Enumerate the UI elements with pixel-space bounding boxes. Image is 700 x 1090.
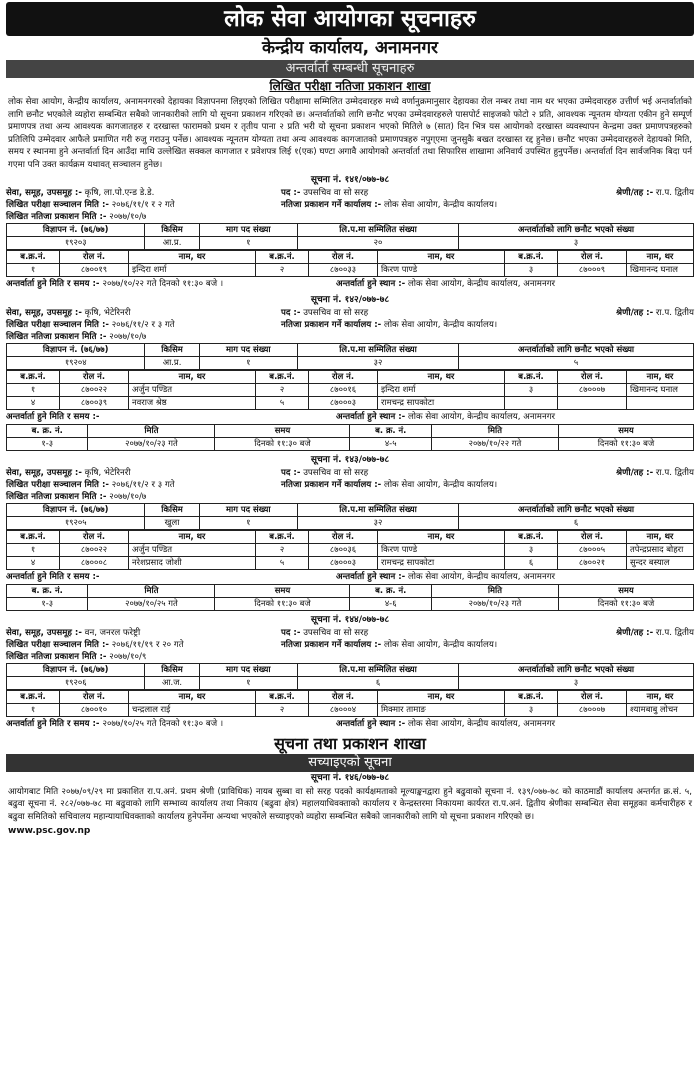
level-label: श्रेणी/तह :- [616, 187, 654, 198]
sn-header: ब.क्र.नं. [7, 690, 60, 703]
roll-header: रोल नं. [309, 690, 378, 703]
type-cell: आ.प्र. [145, 236, 199, 249]
result-office-value: लोक सेवा आयोग, केन्द्रीय कार्यालय। [384, 319, 498, 330]
table-row [7, 356, 694, 369]
name-cell [627, 396, 694, 409]
appeared-cell: ६ [297, 676, 458, 689]
interview-place-label: अन्तर्वार्ता हुने स्थान :- [336, 718, 406, 729]
group-sn-header: ब. क्र. नं. [7, 424, 88, 437]
roll-header: रोल नं. [60, 370, 129, 383]
adv-no-header: विज्ञापन नं. (७६/७७) [7, 223, 145, 236]
correction-paragraph: आयोगबाट मिति २०७७/०९/२९ मा प्रकाशित रा.प.अनं. प्रथम श्रेणी (प्राविधिक) नायब सुब्बा वा सो सरह पदको कार्यक्षमताको मूल्याङ्कनद्वारा हुने बढुवाको सूचना नं. १३९/०७७-७८ को काठमाडौं कार्यालय अन्तर्गत क्र.सं. ५, बढुवा सूचना नं. २८२/०७७-७८ मा बढुवाको लागि सम्भाव्य कार्यालय तथा निकाय (बढुवा क्षेत्र) महालयाधिवक्ताको कार्यालय र केन्द्रस्तरमा निकायमा कार्यरत रा.प.अनं. द्वितीय श्रेणीका सम्बन्धित सेवा समूहका कर्मचारीहरु र बढुवा समितिको सचिवालय महान्यायाधिवक्ताको कार्यालय हुनेपर्नेमा अन्यथा भएकोले सच्याइएको व्यहोरा सम्बन्धित सबैको जानकारीको लागि यो सूचना प्रकाशन गरिएको छ। [8, 786, 692, 822]
name-header: नाम, थर [378, 690, 505, 703]
notice-block [6, 614, 694, 734]
date-cell: २०७७/१०/२३ गते [431, 597, 558, 610]
appeared-header: लि.प.मा सम्मिलित संख्या [297, 343, 458, 356]
name-cell: नवराज श्रेष्ठ [129, 396, 256, 409]
selected-cell: ३ [459, 236, 694, 249]
exam-date-label: लिखित परीक्षा सञ्चालन मिति :- [6, 319, 109, 330]
name-header: नाम, थर [627, 690, 694, 703]
name-header: नाम, थर [378, 250, 505, 263]
interview-place-value: लोक सेवा आयोग, केन्द्रीय कार्यालय, अनामनगर [407, 571, 556, 582]
adv-no-cell: १९२०४ [7, 356, 145, 369]
roll-header: रोल नं. [558, 250, 627, 263]
advertisement-table [6, 223, 694, 250]
roll-cell: ८७०००३ [309, 396, 378, 409]
candidates-table [6, 530, 694, 570]
roll-header: रोल नं. [309, 530, 378, 543]
result-date-label: लिखित नतिजा प्रकाशन मिति :- [6, 491, 107, 502]
sn-cell: ४ [7, 556, 60, 569]
service-label: सेवा, समूह, उपसमूह :- [6, 307, 82, 318]
roll-cell: ८७०००७ [558, 703, 627, 716]
demand-header: माग पद संख्या [199, 663, 297, 676]
time-header: समय [558, 424, 693, 437]
advertisement-table [6, 343, 694, 370]
roll-cell: ८७००१० [60, 703, 129, 716]
date-header: मिति [88, 424, 215, 437]
post-label: पद :- [281, 467, 301, 478]
appeared-cell: ३२ [297, 516, 458, 529]
name-header: नाम, थर [627, 530, 694, 543]
section-heading: लिखित परीक्षा नतिजा प्रकाशन शाखा [269, 79, 431, 93]
date-cell: २०७७/१०/२५ गते [88, 597, 215, 610]
sn-header: ब.क्र.नं. [256, 690, 309, 703]
time-cell: दिनको ११:३० बजे [215, 437, 350, 450]
sn-header: ब.क्र.नं. [7, 250, 60, 263]
sn-cell: १ [7, 543, 60, 556]
interview-datetime-label: अन्तर्वार्ता हुने मिति र समय :- [6, 571, 100, 582]
demand-header: माग पद संख्या [199, 343, 297, 356]
roll-cell: ८७००३३ [309, 263, 378, 276]
notice-page [6, 0, 694, 840]
selected-header: अन्तर्वार्ताको लागि छनौट भएको संख्या [459, 343, 694, 356]
time-cell: दिनको ११:३० बजे [558, 437, 693, 450]
type-header: किसिम [145, 223, 199, 236]
roll-cell: ८७०००८ [60, 556, 129, 569]
name-header: नाम, थर [378, 370, 505, 383]
roll-cell: ८७००२२ [60, 543, 129, 556]
interview-datetime-value: २०७७/१०/२२ गते दिनको ११:३० बजे । [102, 278, 224, 289]
adv-no-header: विज्ञापन नं. (७६/७७) [7, 663, 145, 676]
table-row [7, 556, 694, 569]
selected-header: अन्तर्वार्ताको लागि छनौट भएको संख्या [459, 663, 694, 676]
group-sn-cell: ४-६ [350, 597, 431, 610]
notice-number: सूचना नं. १४२/०७७-७८ [310, 294, 390, 305]
name-cell: मिक्मार तामाङ [378, 703, 505, 716]
notice-block [6, 294, 694, 454]
candidates-table [6, 250, 694, 277]
correction-notice-number: सूचना नं. १४६/०७७-७८ [310, 772, 390, 783]
roll-header: रोल नं. [558, 370, 627, 383]
name-header: नाम, थर [627, 250, 694, 263]
group-sn-header: ब. क्र. नं. [350, 424, 431, 437]
advertisement-table [6, 503, 694, 530]
appeared-header: लि.प.मा सम्मिलित संख्या [297, 663, 458, 676]
notices-container [6, 174, 694, 734]
sn-cell: ३ [505, 263, 558, 276]
sn-cell [505, 396, 558, 409]
sn-cell: ६ [505, 556, 558, 569]
roll-cell: ८७०००५ [558, 543, 627, 556]
group-sn-cell: ४-५ [350, 437, 431, 450]
exam-date-label: लिखित परीक्षा सञ्चालन मिति :- [6, 639, 109, 650]
post-label: पद :- [281, 627, 301, 638]
interview-row [6, 277, 694, 291]
name-header: नाम, थर [627, 370, 694, 383]
table-row [7, 676, 694, 689]
roll-cell [558, 396, 627, 409]
time-header: समय [215, 424, 350, 437]
roll-header: रोल नं. [309, 370, 378, 383]
selected-cell: ६ [459, 516, 694, 529]
sn-cell: १ [7, 703, 60, 716]
selected-cell: ३ [459, 676, 694, 689]
footer-section-heading: सूचना तथा प्रकाशन शाखा [274, 733, 426, 753]
result-date-label: लिखित नतिजा प्रकाशन मिति :- [6, 211, 107, 222]
roll-cell: ८७००३६ [309, 543, 378, 556]
date-header: मिति [431, 584, 558, 597]
post-label: पद :- [281, 187, 301, 198]
sn-header: ब.क्र.नं. [505, 250, 558, 263]
group-sn-header: ब. क्र. नं. [7, 584, 88, 597]
time-cell: दिनको ११:३० बजे [215, 597, 350, 610]
demand-cell: १ [199, 356, 297, 369]
interview-row [6, 570, 694, 584]
level-value: रा.प. द्वितीय [655, 627, 694, 638]
notice-block [6, 174, 694, 294]
sn-cell: २ [256, 263, 309, 276]
roll-header: रोल नं. [309, 250, 378, 263]
sn-header: ब.क्र.नं. [256, 370, 309, 383]
roll-cell: ८७०००४ [309, 703, 378, 716]
time-cell: दिनको ११:३० बजे [558, 597, 693, 610]
type-cell: आ.प्र. [145, 356, 199, 369]
name-header: नाम, थर [129, 690, 256, 703]
adv-no-header: विज्ञापन नं. (७६/७७) [7, 343, 145, 356]
result-date-value: २०७७/१०/७ [109, 331, 147, 342]
exam-date-label: लिखित परीक्षा सञ्चालन मिति :- [6, 199, 109, 210]
interview-row [6, 410, 694, 424]
exam-date-value: २०७६/११/२ र ३ गते [111, 319, 175, 330]
service-value: वन, जनरल फरेष्ट्री [84, 627, 141, 638]
name-cell: किरण पाण्डे [378, 263, 505, 276]
sn-header: ब.क्र.नं. [7, 370, 60, 383]
table-row [7, 236, 694, 249]
sn-header: ब.क्र.नं. [256, 530, 309, 543]
post-value: उपसचिव वा सो सरह [303, 467, 369, 478]
roll-cell: ८७००३९ [60, 396, 129, 409]
level-label: श्रेणी/तह :- [616, 467, 654, 478]
notice-number: सूचना नं. १४३/०७७-७८ [310, 454, 390, 465]
adv-no-cell: १९२०३ [7, 236, 145, 249]
appeared-header: लि.प.मा सम्मिलित संख्या [297, 503, 458, 516]
name-cell: इन्दिरा शर्मा [378, 383, 505, 396]
name-cell: रामचन्द्र सापकोटा [378, 396, 505, 409]
roll-header: रोल नं. [60, 690, 129, 703]
interview-datetime-label: अन्तर्वार्ता हुने मिति र समय :- [6, 718, 100, 729]
website-link[interactable]: www.psc.gov.np [8, 826, 91, 837]
group-sn-header: ब. क्र. नं. [350, 584, 431, 597]
level-label: श्रेणी/तह :- [616, 627, 654, 638]
roll-header: रोल नं. [558, 530, 627, 543]
result-office-label: नतिजा प्रकाशन गर्ने कार्यालय :- [281, 639, 382, 650]
result-date-label: लिखित नतिजा प्रकाशन मिति :- [6, 651, 107, 662]
post-value: उपसचिव वा सो सरह [303, 307, 369, 318]
roll-cell: ८७०००७ [558, 383, 627, 396]
time-header: समय [558, 584, 693, 597]
appeared-header: लि.प.मा सम्मिलित संख्या [297, 223, 458, 236]
notice-number: सूचना नं. १४१/०७७-७८ [310, 174, 390, 185]
level-value: रा.प. द्वितीय [655, 307, 694, 318]
service-label: सेवा, समूह, उपसमूह :- [6, 467, 82, 478]
name-cell: किरण पाण्डे [378, 543, 505, 556]
appeared-cell: २० [297, 236, 458, 249]
interview-place-value: लोक सेवा आयोग, केन्द्रीय कार्यालय, अनामनगर [407, 718, 556, 729]
date-header: मिति [88, 584, 215, 597]
sn-header: ब.क्र.नं. [505, 530, 558, 543]
table-row [7, 263, 694, 276]
name-cell: खिमानन्द घनाल [627, 383, 694, 396]
notice-block [6, 454, 694, 614]
adv-no-cell: १९२०५ [7, 516, 145, 529]
interview-place-label: अन्तर्वार्ता हुने स्थान :- [336, 571, 406, 582]
candidates-table [6, 690, 694, 717]
result-office-value: लोक सेवा आयोग, केन्द्रीय कार्यालय। [384, 199, 498, 210]
name-cell: इन्दिरा शर्मा [129, 263, 256, 276]
type-header: किसिम [145, 503, 199, 516]
post-value: उपसचिव वा सो सरह [303, 627, 369, 638]
notice-type-bar: अन्तर्वार्ता सम्बन्धी सूचनाहरु [6, 60, 694, 78]
exam-date-value: २०७६/११/१९ र २० गते [111, 639, 184, 650]
roll-cell: ८७०००९ [558, 263, 627, 276]
name-header: नाम, थर [129, 530, 256, 543]
sn-cell: ४ [7, 396, 60, 409]
notice-meta [6, 467, 694, 503]
interview-datetime-label: अन्तर्वार्ता हुने मिति र समय :- [6, 411, 100, 422]
intro-paragraph: लोक सेवा आयोग, केन्द्रीय कार्यालय, अनामनगरको देहायका विज्ञापनमा लिइएको लिखित परीक्षामा सम्मिलित उम्मेदवारहरु मध्ये वर्णानुक्रमानुसार देहायका रोल नम्बर तथा नाम थर भएका उम्मेदवारहरु उत्तीर्ण भई अन्तर्वार्ताको लागि छनौट भएकोले व्यहोरा सम्बन्धित सबैको जानकारीको लागि यो सूचना प्रकाशन गरिएको छ। अन्तर्वार्ताको लागि छनौट भएका उम्मेदवारहरुले पासपोर्ट साइजको फोटो २ प्रति, आवश्यक न्यूनतम योग्यता एकीन हुने सम्पूर्ण प्रमाणपत्र तथा अन्य आवश्यक कागजातहरु र दरखास्त फारामको प्रथम र तृतीय पाना २ प्रति भरी यो सूचना प्रकाशन भएको मितिले ७ (सात) दिन भित्र यस आयोगको दरखास्त व्यवस्थापन केन्द्रमा उक्त प्रमाणपत्रहरुको प्रतिलिपि उम्मेदवार आफैले प्रमाणित गरी रुजु गराउनु पर्नेछ। आवश्यक न्यूनतम योग्यता तथा अन्य आवश्यक कागजातको प्रमाणपत्रहरु नपुग्एमा जुनसुकै बखत दरखास्त रद्द हुनेछ। छनौट भएका उम्मेदवारहरुले देहायको मिति, समय र स्थानमा हुने अन्तर्वार्ता दिन आउँदा माथि उल्लेखित सक्कल कागजात र प्रवेशपत्र लिई १(एक) घण्टा अगावै आयोगको अन्तर्वार्ता तथा सिफारिस शाखामा अनिवार्य उपस्थित हुनुपर्नेछ। अन्तर्वार्ता दिन सार्वजनिक बिदा पर्न गएमा पनि उक्त कार्यक्रम यथावत् सञ्चालन हुनेछ। [8, 97, 692, 170]
roll-cell: ८७००२२ [60, 383, 129, 396]
roll-cell: ८७०००३ [309, 556, 378, 569]
name-header: नाम, थर [378, 530, 505, 543]
demand-header: माग पद संख्या [199, 503, 297, 516]
table-row [7, 703, 694, 716]
result-date-value: २०७७/१०/७ [109, 491, 147, 502]
result-office-label: नतिजा प्रकाशन गर्ने कार्यालय :- [281, 319, 382, 330]
result-date-label: लिखित नतिजा प्रकाशन मिति :- [6, 331, 107, 342]
adv-no-header: विज्ञापन नं. (७६/७७) [7, 503, 145, 516]
schedule-table [6, 584, 694, 611]
service-label: सेवा, समूह, उपसमूह :- [6, 627, 82, 638]
roll-cell: ८७००१६ [309, 383, 378, 396]
demand-cell: १ [199, 676, 297, 689]
date-cell: २०७७/१०/२३ गते [88, 437, 215, 450]
name-cell: चन्द्रलाल राई [129, 703, 256, 716]
roll-cell: ८७००१९ [60, 263, 129, 276]
table-row [7, 516, 694, 529]
name-cell: तपेन्द्रप्रसाद बोहरा [627, 543, 694, 556]
exam-date-value: २०७६/११/१ र २ गते [111, 199, 175, 210]
level-label: श्रेणी/तह :- [616, 307, 654, 318]
schedule-table [6, 424, 694, 451]
type-header: किसिम [145, 343, 199, 356]
result-office-label: नतिजा प्रकाशन गर्ने कार्यालय :- [281, 199, 382, 210]
name-cell: नरेशप्रसाद जोशी [129, 556, 256, 569]
result-date-value: २०७७/१०/७ [109, 211, 147, 222]
interview-place-value: लोक सेवा आयोग, केन्द्रीय कार्यालय, अनामनगर [407, 411, 556, 422]
post-value: उपसचिव वा सो सरह [303, 187, 369, 198]
sn-cell: ५ [256, 396, 309, 409]
type-cell: खुला [145, 516, 199, 529]
sn-header: ब.क्र.नं. [505, 370, 558, 383]
demand-cell: १ [199, 516, 297, 529]
sn-cell: ३ [505, 543, 558, 556]
selected-header: अन्तर्वार्ताको लागि छनौट भएको संख्या [459, 223, 694, 236]
selected-cell: ५ [459, 356, 694, 369]
group-sn-cell: १-३ [7, 437, 88, 450]
name-cell: अर्जुन पण्डित [129, 383, 256, 396]
result-date-value: २०७७/१०/९ [109, 651, 147, 662]
notice-number: सूचना नं. १४४/०७७-७८ [310, 614, 390, 625]
result-office-label: नतिजा प्रकाशन गर्ने कार्यालय :- [281, 479, 382, 490]
table-row [7, 597, 694, 610]
appeared-cell: ३२ [297, 356, 458, 369]
sn-cell: २ [256, 703, 309, 716]
notice-meta [6, 307, 694, 343]
notice-meta [6, 627, 694, 663]
name-cell: खिमानन्द घनाल [627, 263, 694, 276]
roll-cell: ८७००२१ [558, 556, 627, 569]
date-cell: २०७७/१०/२२ गते [431, 437, 558, 450]
name-cell: अर्जुन पण्डित [129, 543, 256, 556]
name-cell: श्यामबाबु लोचन [627, 703, 694, 716]
roll-header: रोल नं. [60, 530, 129, 543]
sn-header: ब.क्र.नं. [505, 690, 558, 703]
name-header: नाम, थर [129, 250, 256, 263]
service-value: कृषि, ला.पो.एन्ड डे.डे. [84, 187, 155, 198]
office-name: केन्द्रीय कार्यालय, अनामनगर [262, 38, 438, 58]
sn-header: ब.क्र.नं. [7, 530, 60, 543]
sn-cell: १ [7, 263, 60, 276]
service-value: कृषि, भेटेरिनरी [84, 307, 131, 318]
time-header: समय [215, 584, 350, 597]
service-label: सेवा, समूह, उपसमूह :- [6, 187, 82, 198]
exam-date-value: २०७६/११/२ र ३ गते [111, 479, 175, 490]
advertisement-table [6, 663, 694, 690]
sn-cell: २ [256, 543, 309, 556]
type-header: किसिम [145, 663, 199, 676]
date-header: मिति [431, 424, 558, 437]
interview-place-label: अन्तर्वार्ता हुने स्थान :- [336, 278, 406, 289]
notice-meta [6, 187, 694, 223]
interview-datetime-label: अन्तर्वार्ता हुने मिति र समय :- [6, 278, 100, 289]
interview-row [6, 717, 694, 731]
sn-cell: १ [7, 383, 60, 396]
interview-place-label: अन्तर्वार्ता हुने स्थान :- [336, 411, 406, 422]
table-row [7, 383, 694, 396]
result-office-value: लोक सेवा आयोग, केन्द्रीय कार्यालय। [384, 479, 498, 490]
name-header: नाम, थर [129, 370, 256, 383]
table-row [7, 396, 694, 409]
demand-header: माग पद संख्या [199, 223, 297, 236]
page-title: लोक सेवा आयोगका सूचनाहरु [6, 2, 694, 36]
level-value: रा.प. द्वितीय [655, 187, 694, 198]
sn-header: ब.क्र.नं. [256, 250, 309, 263]
interview-datetime-value: २०७७/१०/२५ गते दिनको ११:३० बजे । [102, 718, 224, 729]
interview-place-value: लोक सेवा आयोग, केन्द्रीय कार्यालय, अनामनगर [407, 278, 556, 289]
level-value: रा.प. द्वितीय [655, 467, 694, 478]
name-cell: रामचन्द्र सापकोटा [378, 556, 505, 569]
result-office-value: लोक सेवा आयोग, केन्द्रीय कार्यालय। [384, 639, 498, 650]
sn-cell: ३ [505, 383, 558, 396]
name-cell: सुन्दर बस्याल [627, 556, 694, 569]
post-label: पद :- [281, 307, 301, 318]
correction-title-bar: सच्याइएको सूचना [6, 754, 694, 772]
roll-header: रोल नं. [60, 250, 129, 263]
sn-cell: २ [256, 383, 309, 396]
group-sn-cell: १-३ [7, 597, 88, 610]
sn-cell: ३ [505, 703, 558, 716]
demand-cell: १ [199, 236, 297, 249]
table-row [7, 543, 694, 556]
selected-header: अन्तर्वार्ताको लागि छनौट भएको संख्या [459, 503, 694, 516]
adv-no-cell: १९२०६ [7, 676, 145, 689]
roll-header: रोल नं. [558, 690, 627, 703]
candidates-table [6, 370, 694, 410]
sn-cell: ५ [256, 556, 309, 569]
exam-date-label: लिखित परीक्षा सञ्चालन मिति :- [6, 479, 109, 490]
service-value: कृषि, भेटेरिनरी [84, 467, 131, 478]
type-cell: आ.ज. [145, 676, 199, 689]
table-row [7, 437, 694, 450]
